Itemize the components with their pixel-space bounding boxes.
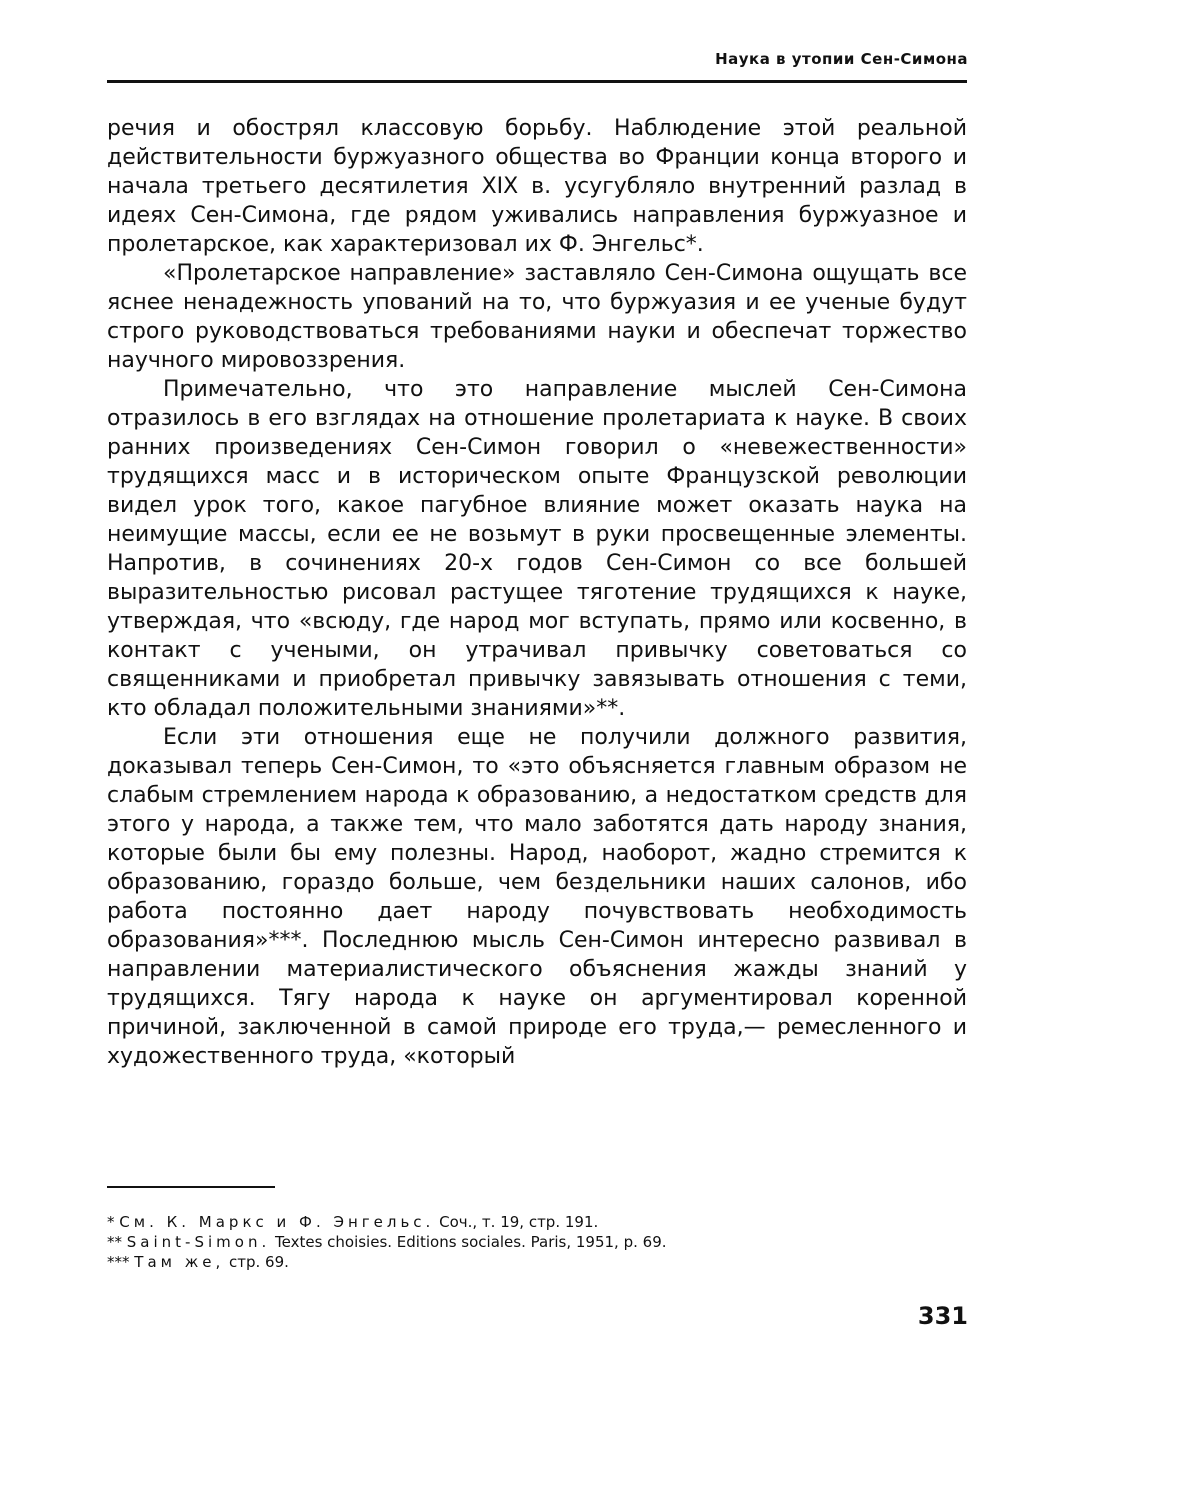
paragraph-2: «Пролетарское направление» заставляло Сен-Симона ощущать все яснее ненадежность упований на то, что буржуазия и ее ученые будут строго руководствоваться требованиями науки и обеспечат торжество научного мировоззрения.	[107, 259, 967, 375]
footnote-text: Соч., т. 19, стр. 191.	[439, 1213, 598, 1231]
footnote-text: стр. 69.	[229, 1253, 289, 1271]
footnote-rule	[107, 1186, 275, 1188]
footnote-author: См. К. Маркс и Ф. Энгельс.	[119, 1213, 434, 1231]
paragraph-4: Если эти отношения еще не получили должного развития, доказывал теперь Сен-Симон, то «это объясняется главным образом не слабым стремлением народа к образованию, а недостатком средств для этого у народа, а также тем, что мало заботятся дать народу знания, которые были бы ему полезны. Народ, наоборот, жадно стремится к образованию, гораздо больше, чем бездельники наших салонов, ибо работа постоянно дает народу почувствовать необходимость образования»***. Последнюю мысль Сен-Симон интересно развивал в направлении материалистического объяснения жажды знаний у трудящихся. Тягу народа к науке он аргументировал коренной причиной, заключенной в самой природе его труда,— ремесленного и художественного труда, «который	[107, 723, 967, 1071]
paragraph-1: речия и обострял классовую борьбу. Наблюдение этой реальной действительности буржуазного общества во Франции конца второго и начала третьего десятилетия XIX в. усугубляло внутренний разлад в идеях Сен-Симона, где рядом уживались направления буржуазное и пролетарское, как характеризовал их Ф. Энгельс*.	[107, 114, 967, 259]
running-head: Наука в утопии Сен-Симона	[715, 50, 968, 68]
footnote-2	[107, 1232, 967, 1252]
footnote-mark: *	[107, 1213, 115, 1231]
footnote-mark: **	[107, 1233, 122, 1251]
footnotes	[107, 1212, 967, 1272]
footnote-author: Saint-Simon.	[127, 1233, 270, 1251]
footnote-1	[107, 1212, 967, 1232]
page-number: 331	[918, 1302, 968, 1330]
main-text	[107, 114, 967, 1071]
footnote-author: Там же,	[134, 1253, 224, 1271]
header-rule	[107, 80, 967, 83]
paragraph-3: Примечательно, что это направление мыслей Сен-Симона отразилось в его взглядах на отношение пролетариата к науке. В своих ранних произведениях Сен-Симон говорил о «невежественности» трудящихся масс и в историческом опыте Французской революции видел урок того, какое пагубное влияние может оказать наука на неимущие массы, если ее не возьмут в руки просвещенные элементы. Напротив, в сочинениях 20-х годов Сен-Симон со все большей выразительностью рисовал растущее тяготение трудящихся к науке, утверждая, что «всюду, где народ мог вступать, прямо или косвенно, в контакт с учеными, он утрачивал привычку советоваться со священниками и приобретал привычку завязывать отношения с теми, кто обладал положительными знаниями»**.	[107, 375, 967, 723]
footnote-text: Textes choisies. Editions sociales. Paris, 1951, p. 69.	[275, 1233, 667, 1251]
footnote-3	[107, 1252, 967, 1272]
footnote-mark: ***	[107, 1253, 130, 1271]
